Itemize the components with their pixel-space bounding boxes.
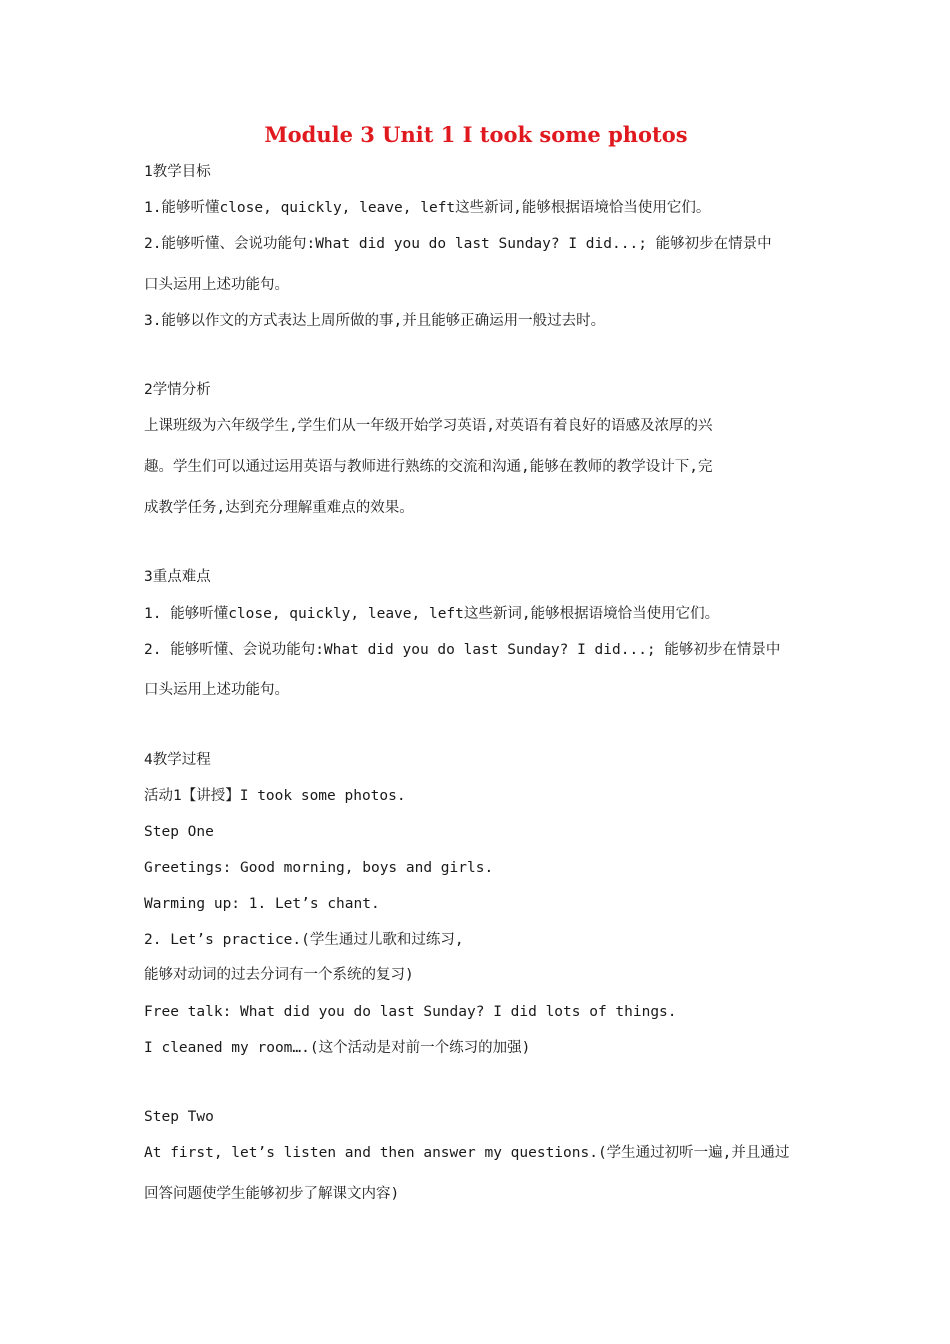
objective-2-continued: 口头运用上述功能句。 [144,277,289,293]
cleaned-room-line: I cleaned my room….(这个活动是对前一个练习的加强) [144,1040,531,1056]
objective-3: 3.能够以作文的方式表达上周所做的事,并且能够正确运用一般过去时。 [144,313,606,329]
greetings-line: Greetings: Good morning, boys and girls. [144,860,494,876]
section-heading-process: 4教学过程 [144,752,211,768]
free-talk-line: Free talk: What did you do last Sunday? I did lots of things. [144,1004,677,1020]
analysis-line-1: 上课班级为六年级学生,学生们从一年级开始学习英语,对英语有着良好的语感及浓厚的兴 [144,418,713,434]
section-heading-analysis: 2学情分析 [144,382,211,398]
key-point-2-continued: 口头运用上述功能句。 [144,682,289,698]
practice-line-continued: 能够对动词的过去分词有一个系统的复习) [144,967,414,983]
listen-answer-line-continued: 回答问题使学生能够初步了解课文内容) [144,1186,400,1202]
analysis-line-2: 趣。学生们可以通过运用英语与教师进行熟练的交流和沟通,能够在教师的教学设计下,完 [144,459,713,475]
document-title: Module 3 Unit 1 I took some photos [264,122,688,147]
activity-1-heading: 活动1【讲授】I took some photos. [144,788,406,804]
objective-2: 2.能够听懂、会说功能句:What did you do last Sunday? I did...; 能够初步在情景中 [144,236,772,252]
listen-answer-line: At first, let’s listen and then answer my questions.(学生通过初听一遍,并且通过 [144,1145,790,1161]
section-heading-key-points: 3重点难点 [144,569,211,585]
step-two-heading: Step Two [144,1109,214,1125]
objective-1: 1.能够听懂close, quickly, leave, left这些新词,能够根据语境恰当使用它们。 [144,200,711,216]
practice-line: 2. Let’s practice.(学生通过儿歌和过练习, [144,932,464,948]
step-one-heading: Step One [144,824,214,840]
warming-up-line: Warming up: 1. Let’s chant. [144,896,380,912]
key-point-2: 2. 能够听懂、会说功能句:What did you do last Sunday? I did...; 能够初步在情景中 [144,642,781,658]
analysis-line-3: 成教学任务,达到充分理解重难点的效果。 [144,500,414,516]
section-heading-objectives: 1教学目标 [144,164,211,180]
key-point-1: 1. 能够听懂close, quickly, leave, left这些新词,能够根据语境恰当使用它们。 [144,606,720,622]
